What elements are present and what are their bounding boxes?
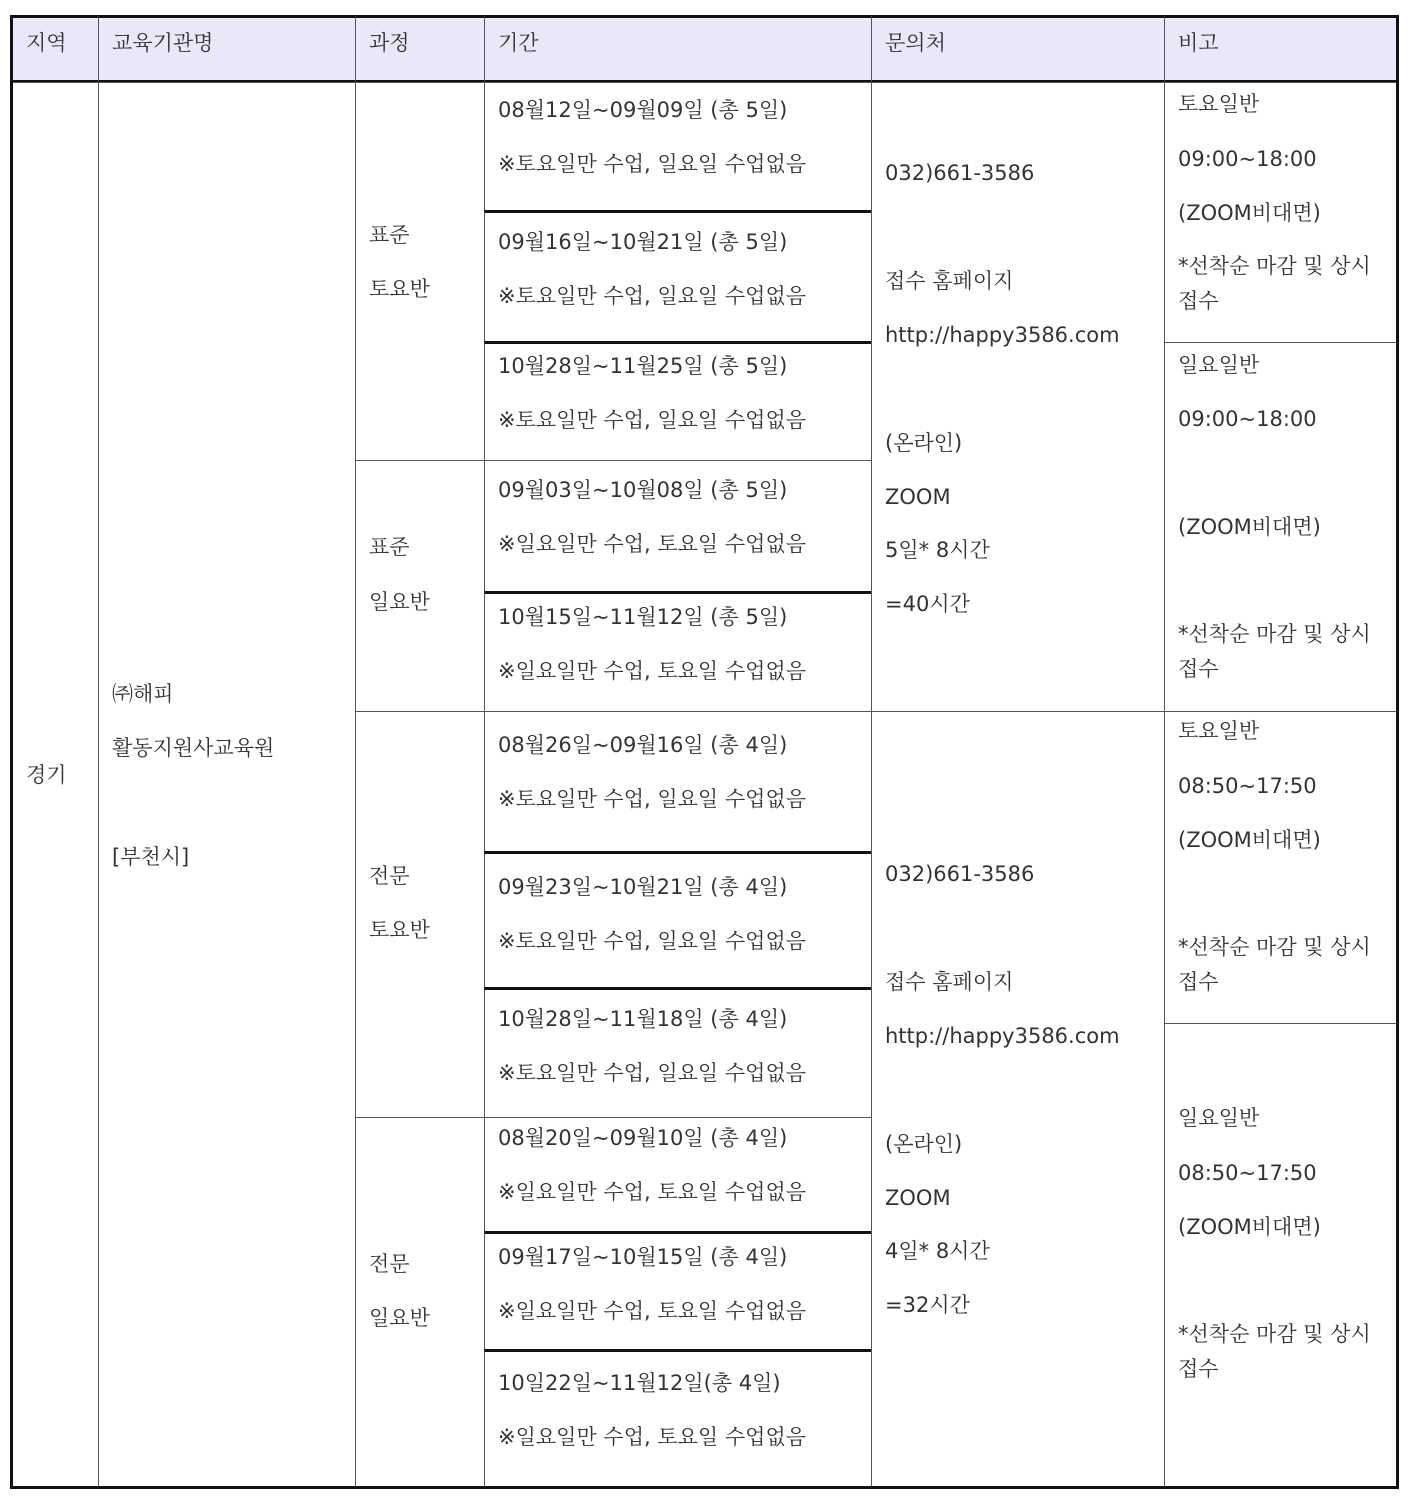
contact-registration-label: 접수 홈페이지 bbox=[885, 269, 1014, 293]
remark-class-type: 토요일반 bbox=[1178, 92, 1260, 116]
period-note: ※토요일만 수업, 일요일 수업없음 bbox=[498, 1061, 807, 1085]
period-note: ※토요일만 수업, 일요일 수업없음 bbox=[498, 408, 807, 432]
period-date: 10일22일~11월12일(총 4일) bbox=[498, 1371, 781, 1395]
header-region-label: 지역 bbox=[26, 31, 67, 55]
remark-mode: (ZOOM비대면) bbox=[1178, 201, 1321, 225]
header-cell-region bbox=[10, 15, 99, 83]
course-day: 일요반 bbox=[369, 590, 430, 614]
header-cell-remark bbox=[1164, 15, 1399, 83]
contact-homepage-link[interactable]: http://happy3586.com bbox=[885, 1024, 1120, 1048]
period-note: ※토요일만 수업, 일요일 수업없음 bbox=[498, 929, 807, 953]
remark-class-type: 일요일반 bbox=[1178, 1106, 1260, 1130]
header-cell-contact bbox=[871, 15, 1165, 83]
contact-online-label: (온라인) bbox=[885, 431, 963, 455]
table-frame-left bbox=[10, 15, 13, 1489]
period-cell bbox=[484, 1117, 872, 1233]
course-type: 표준 bbox=[369, 535, 410, 559]
remark-cell bbox=[1164, 82, 1399, 343]
period-note: ※토요일만 수업, 일요일 수업없음 bbox=[498, 284, 807, 308]
course-type: 전문 bbox=[369, 864, 410, 888]
period-date: 08월20일~09월10일 (총 4일) bbox=[498, 1126, 788, 1150]
remark-time: 09:00~18:00 bbox=[1178, 147, 1317, 171]
period-cell bbox=[484, 1349, 872, 1489]
period-cell bbox=[484, 210, 872, 344]
period-date: 10월15일~11월12일 (총 5일) bbox=[498, 605, 788, 629]
period-date: 09월03일~10월08일 (총 5일) bbox=[498, 478, 788, 502]
course-cell-standard-sunday bbox=[355, 460, 485, 712]
table-frame-bottom bbox=[10, 1486, 1399, 1489]
institution-cell bbox=[98, 82, 356, 1489]
remark-mode: (ZOOM비대면) bbox=[1178, 1215, 1321, 1239]
period-note: ※일요일만 수업, 토요일 수업없음 bbox=[498, 1425, 807, 1449]
course-cell-expert-sunday bbox=[355, 1117, 485, 1489]
period-cell bbox=[484, 987, 872, 1118]
region-cell bbox=[10, 82, 99, 1489]
region-text: 경기 bbox=[26, 763, 67, 787]
period-note: ※일요일만 수업, 토요일 수업없음 bbox=[498, 659, 807, 683]
course-type: 표준 bbox=[369, 223, 410, 247]
contact-online-label: (온라인) bbox=[885, 1132, 963, 1156]
period-date: 09월23일~10월21일 (총 4일) bbox=[498, 875, 788, 899]
header-remark-label: 비고 bbox=[1178, 31, 1219, 55]
institution-location: [부천시] bbox=[112, 845, 190, 869]
period-note: ※일요일만 수업, 토요일 수업없음 bbox=[498, 532, 807, 556]
course-day: 일요반 bbox=[369, 1306, 430, 1330]
period-date: 08월12일~09월09일 (총 5일) bbox=[498, 98, 788, 122]
table-frame-right bbox=[1396, 15, 1399, 1489]
period-note: ※토요일만 수업, 일요일 수업없음 bbox=[498, 787, 807, 811]
contact-zoom-label: ZOOM bbox=[885, 485, 951, 509]
contact-hours: 5일* 8시간 bbox=[885, 538, 990, 562]
period-cell bbox=[484, 591, 872, 712]
remark-mode: (ZOOM비대면) bbox=[1178, 828, 1321, 852]
remark-cell bbox=[1164, 711, 1399, 1024]
contact-total-hours: =40시간 bbox=[885, 592, 970, 616]
period-cell bbox=[484, 711, 872, 854]
period-date: 10월28일~11월25일 (총 5일) bbox=[498, 354, 788, 378]
institution-name-line2: 활동지원사교육원 bbox=[112, 736, 275, 760]
remark-note: *선착순 마감 및 상시 접수 bbox=[1178, 935, 1371, 994]
header-institution-label: 교육기관명 bbox=[112, 31, 214, 55]
contact-total-hours: =32시간 bbox=[885, 1293, 970, 1317]
contact-registration-label: 접수 홈페이지 bbox=[885, 970, 1014, 994]
course-day: 토요반 bbox=[369, 918, 430, 942]
period-date: 10월28일~11월18일 (총 4일) bbox=[498, 1007, 788, 1031]
contact-cell-standard bbox=[871, 82, 1165, 712]
header-cell-institution bbox=[98, 15, 356, 83]
course-type: 전문 bbox=[369, 1252, 410, 1276]
institution-name-line1: ㈜해피 bbox=[112, 682, 174, 706]
remark-note: *선착순 마감 및 상시 접수 bbox=[1178, 254, 1371, 313]
period-cell bbox=[484, 82, 872, 212]
period-date: 09월16일~10월21일 (총 5일) bbox=[498, 230, 788, 254]
contact-zoom-label: ZOOM bbox=[885, 1186, 951, 1210]
remark-cell bbox=[1164, 342, 1399, 712]
header-course-label: 과정 bbox=[369, 31, 410, 55]
remark-note: *선착순 마감 및 상시 접수 bbox=[1178, 1322, 1371, 1381]
contact-homepage-link[interactable]: http://happy3586.com bbox=[885, 323, 1120, 347]
period-cell bbox=[484, 460, 872, 593]
remark-time: 09:00~18:00 bbox=[1178, 407, 1317, 431]
period-date: 09월17일~10월15일 (총 4일) bbox=[498, 1245, 788, 1269]
contact-phone: 032)661-3586 bbox=[885, 161, 1035, 185]
period-note: ※일요일만 수업, 토요일 수업없음 bbox=[498, 1180, 807, 1204]
remark-time: 08:50~17:50 bbox=[1178, 774, 1317, 798]
period-note: ※토요일만 수업, 일요일 수업없음 bbox=[498, 152, 807, 176]
period-note: ※일요일만 수업, 토요일 수업없음 bbox=[498, 1299, 807, 1323]
period-cell bbox=[484, 341, 872, 461]
contact-phone: 032)661-3586 bbox=[885, 862, 1035, 886]
period-date: 08월26일~09월16일 (총 4일) bbox=[498, 733, 788, 757]
remark-class-type: 일요일반 bbox=[1178, 353, 1260, 377]
remark-time: 08:50~17:50 bbox=[1178, 1161, 1317, 1185]
contact-cell-expert bbox=[871, 711, 1165, 1489]
course-cell-expert-saturday bbox=[355, 711, 485, 1118]
header-period-label: 기간 bbox=[498, 31, 539, 55]
remark-class-type: 토요일반 bbox=[1178, 719, 1260, 743]
period-cell bbox=[484, 851, 872, 990]
remark-note: *선착순 마감 및 상시 접수 bbox=[1178, 622, 1371, 681]
period-cell bbox=[484, 1231, 872, 1352]
header-cell-course bbox=[355, 15, 485, 83]
contact-hours: 4일* 8시간 bbox=[885, 1239, 990, 1263]
header-contact-label: 문의처 bbox=[885, 31, 946, 55]
course-day: 토요반 bbox=[369, 277, 430, 301]
remark-mode: (ZOOM비대면) bbox=[1178, 515, 1321, 539]
header-cell-period bbox=[484, 15, 872, 83]
course-cell-standard-saturday bbox=[355, 82, 485, 461]
remark-cell bbox=[1164, 1023, 1399, 1489]
